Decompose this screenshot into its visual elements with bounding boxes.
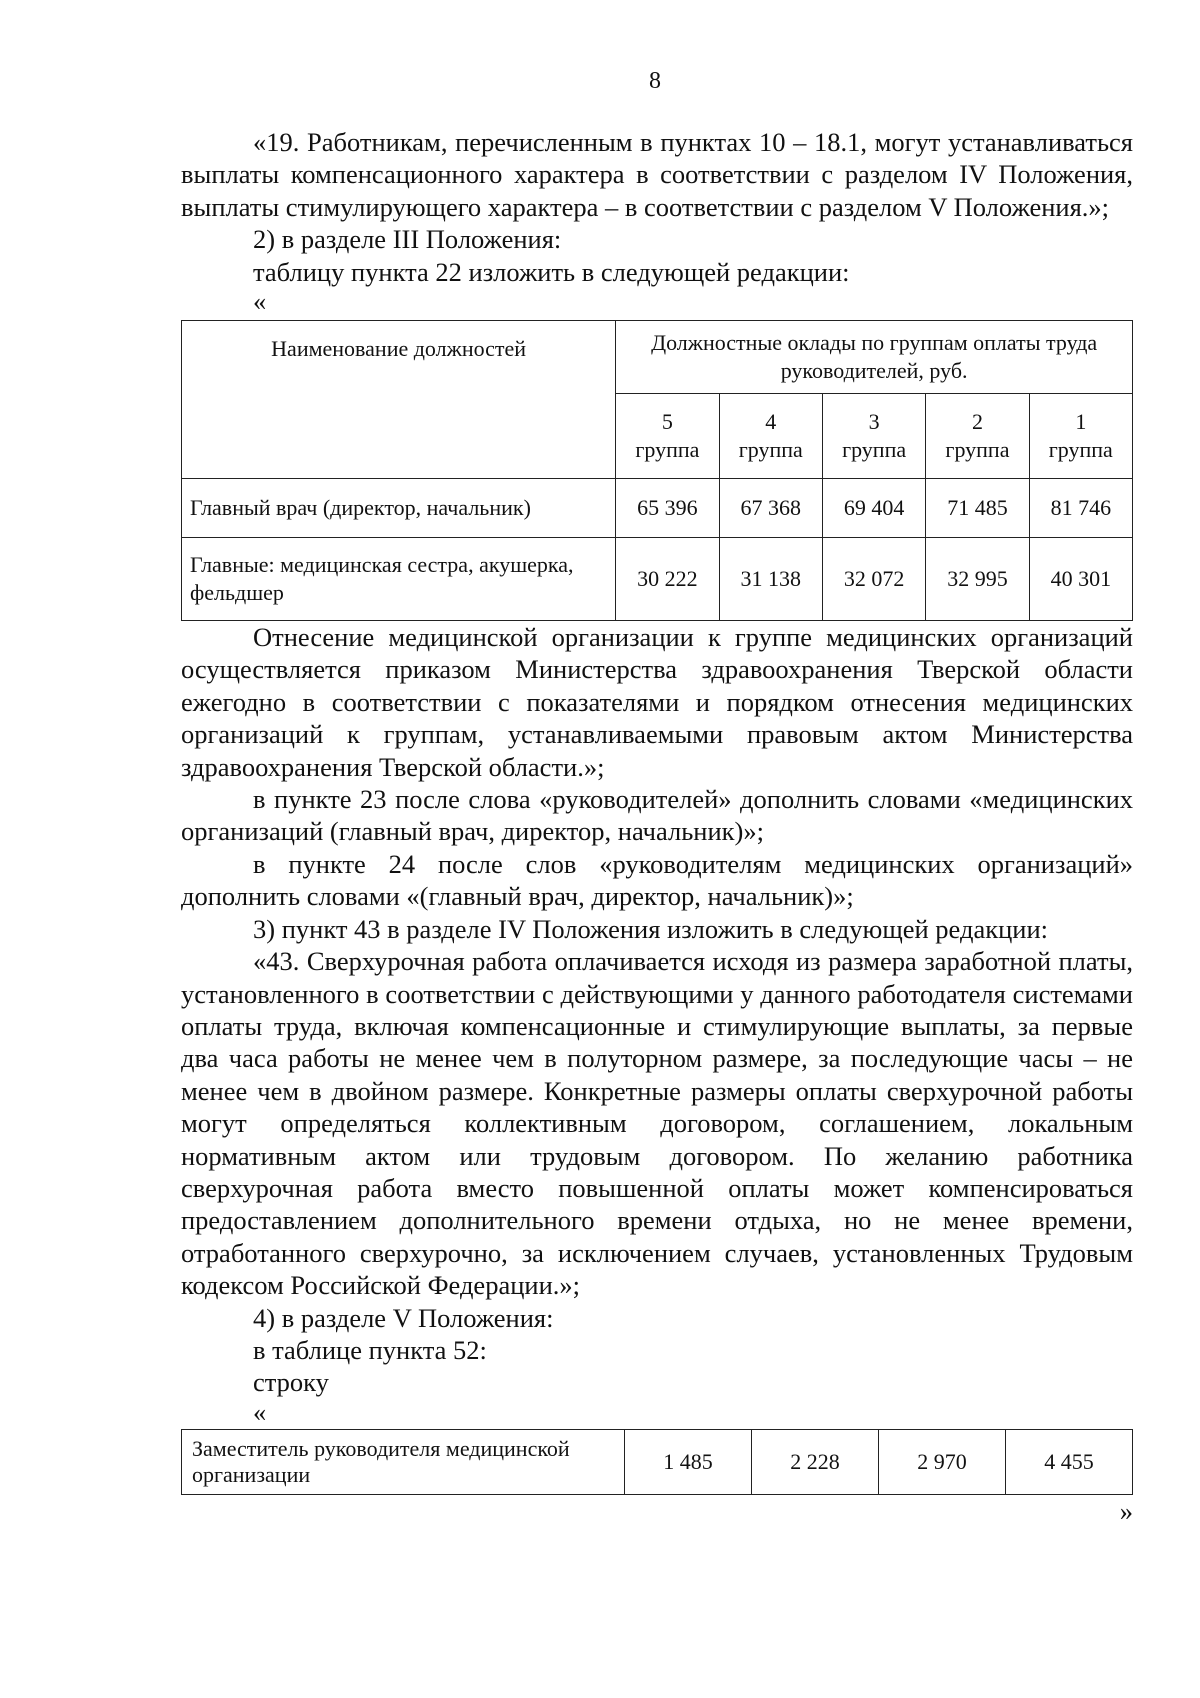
item-4-row-label: строку	[253, 1367, 329, 1398]
salary-cell: 69 404	[822, 479, 925, 538]
item-2: 2) в разделе III Положения:	[253, 224, 562, 255]
item-3: 3) пункт 43 в разделе IV Положения изложить в следующей редакции:	[253, 913, 1048, 944]
paragraph-assignment: Отнесение медицинской организации к группе медицинских организаций осуществляется приказом Министерства здравоохранения Тверской области ежегодно в соответствии с показателями и порядком отнесения медицинских организаций к группам, устанавливаемыми правовым актом Министерства здравоохранения Тверской области.»;	[181, 622, 1133, 782]
column-header-positions: Наименование должностей	[182, 321, 616, 479]
group-header: 1 группа	[1029, 394, 1132, 479]
salary-cell: 40 301	[1029, 538, 1132, 621]
value-cell: 2 228	[752, 1429, 879, 1494]
document-body	[181, 126, 1133, 1527]
position-name: Главный врач (директор, начальник)	[182, 479, 616, 538]
salary-cell: 30 222	[616, 538, 719, 621]
item-4-instruction: в таблице пункта 52:	[253, 1334, 487, 1365]
value-cell: 2 970	[879, 1429, 1006, 1494]
deputy-table	[181, 1429, 1133, 1495]
item-2-instruction: таблицу пункта 22 изложить в следующей редакции:	[253, 256, 850, 287]
salary-cell: 67 368	[719, 479, 822, 538]
paragraph-23: в пункте 23 после слова «руководителей» дополнить словами «медицинских организаций (главный врач, директор, начальник)»;	[181, 784, 1133, 847]
position-name: Заместитель руководителя медицинской организации	[182, 1429, 625, 1494]
table-row	[182, 479, 1133, 538]
salary-cell: 32 072	[822, 538, 925, 621]
group-header: 5 группа	[616, 394, 719, 479]
closing-quote: »	[1119, 1495, 1133, 1526]
table-row	[182, 538, 1133, 621]
salary-cell: 81 746	[1029, 479, 1132, 538]
salary-cell: 65 396	[616, 479, 719, 538]
salary-cell: 32 995	[926, 538, 1029, 621]
item-4: 4) в разделе V Положения:	[253, 1302, 554, 1333]
page-number: 8	[649, 68, 661, 94]
opening-quote: «	[253, 286, 267, 317]
group-header: 2 группа	[926, 394, 1029, 479]
salary-table	[181, 320, 1133, 621]
value-cell: 1 485	[625, 1429, 752, 1494]
group-header: 4 группа	[719, 394, 822, 479]
paragraph-19: «19. Работникам, перечисленным в пунктах 10 – 18.1, могут устанавливаться выплаты компенсационного характера в соответствии с разделом IV Положения, выплаты стимулирующего характера – в соответствии с разделом V Положения.»;	[181, 127, 1133, 222]
position-name: Главные: медицинская сестра, акушерка, фельдшер	[182, 538, 616, 621]
salary-cell: 71 485	[926, 479, 1029, 538]
salary-cell: 31 138	[719, 538, 822, 621]
value-cell: 4 455	[1006, 1429, 1133, 1494]
opening-quote-2: «	[253, 1396, 267, 1427]
paragraph-43: «43. Сверхурочная работа оплачивается исходя из размера заработной платы, установленного в соответствии с действующими у данного работодателя системами оплаты труда, включая компенсационные и стимулирующие выплаты, за первые два часа работы не менее чем в полуторном размере, за последующие часы – не менее чем в двойном размере. Конкретные размеры оплаты сверхурочной работы могут определяться коллективным договором, соглашением, локальным нормативным актом или трудовым договором. По желанию работника сверхурочная работа вместо повышенной оплаты может компенсироваться предоставлением дополнительного времени отдыха, но не менее времени, отработанного сверхурочно, за исключением случаев, установленных Трудовым кодексом Российской Федерации.»;	[181, 946, 1133, 1301]
column-header-salaries: Должностные оклады по группам оплаты труда руководителей, руб.	[616, 321, 1133, 394]
group-header: 3 группа	[822, 394, 925, 479]
paragraph-24: в пункте 24 после слов «руководителям медицинских организаций» дополнить словами «(главный врач, директор, начальник)»;	[181, 848, 1133, 912]
table-row	[182, 1429, 1133, 1494]
